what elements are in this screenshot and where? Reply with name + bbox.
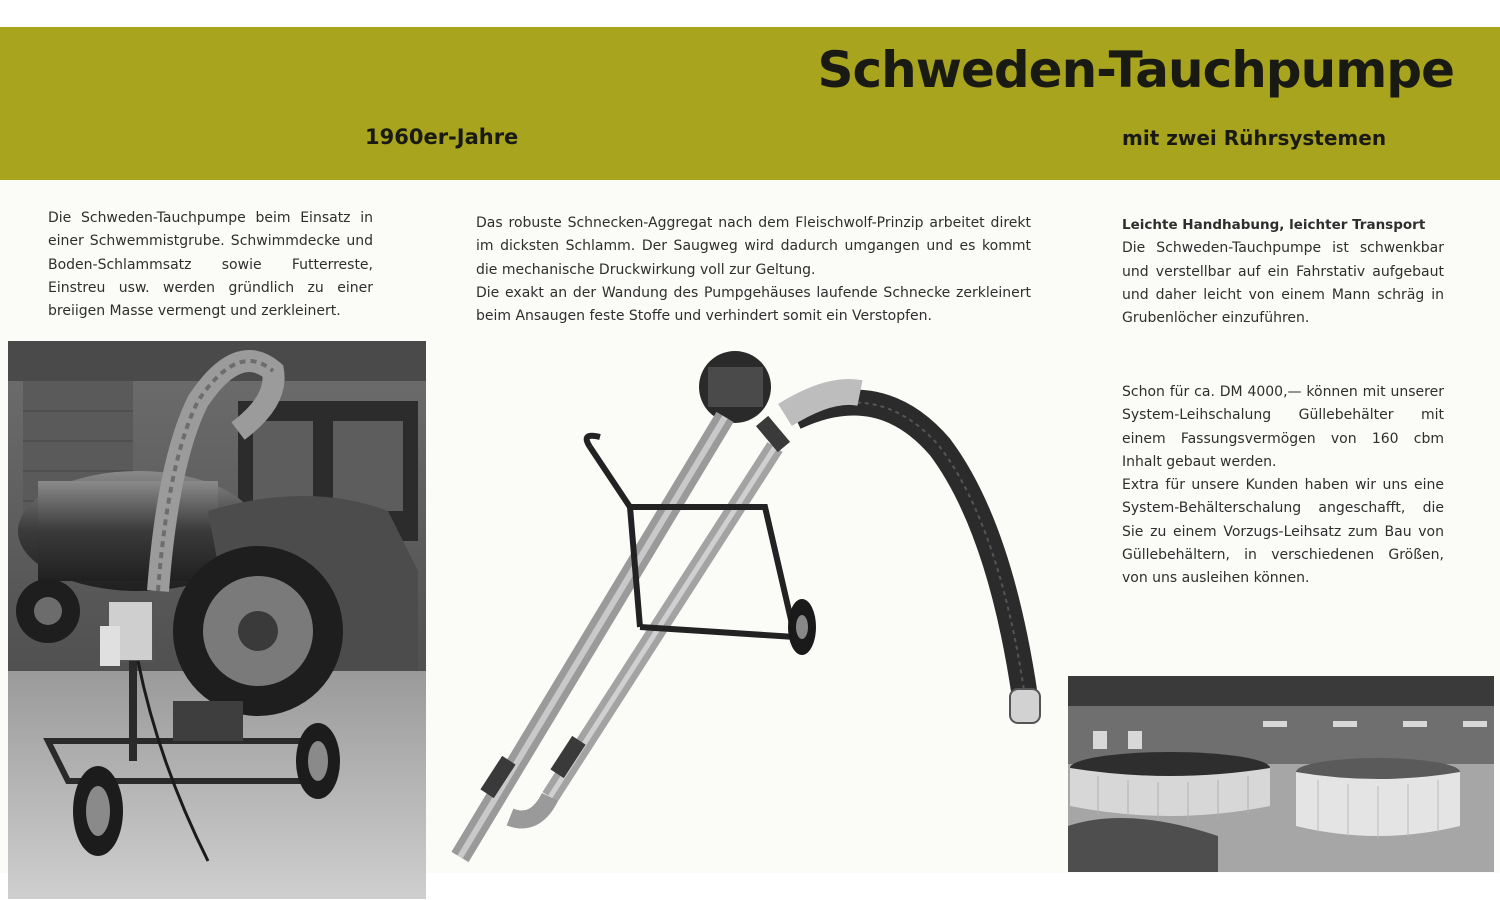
handling-heading: Leichte Handhabung, leichter Transport [1122, 217, 1426, 233]
offer-text-1: Schon für ca. DM 4000,— können mit unserer System-Leihschalung Güllebehälter mit einem Fassungsvermögen von 160 cbm Inhalt gebaut werden. [1122, 384, 1444, 470]
header-banner [0, 27, 1500, 180]
caption-pump-paragraph-2: Die exakt an der Wandung des Pumpgehäuses laufende Schnecke zerkleinert beim Ansaugen feste Stoffe und verhindert somit ein Verstopfen. [476, 284, 1031, 325]
caption-tractor-text: Die Schweden-Tauchpumpe beim Einsatz in einer Schwemmistgrube. Schwimmdecke und Boden-Schlammsatz sowie Futterreste, Einstreu usw. werden gründlich zu einer breiigen Masse vermengt und zerkleinert. [48, 210, 373, 320]
page-subtitle: mit zwei Rührsystemen [1122, 126, 1387, 150]
era-label: 1960er-Jahre [365, 125, 519, 149]
handling-text: Die Schweden-Tauchpumpe ist schwenkbar und verstellbar auf ein Fahrstativ aufgebaut und daher leicht von einem Mann schräg in Grubenlöcher einzuführen. [1122, 240, 1444, 327]
tractor-pump-photo [8, 341, 426, 899]
caption-tractor [48, 207, 373, 323]
caption-pump-paragraph-1: Das robuste Schnecken-Aggregat nach dem Fleischwolf-Prinzip arbeitet direkt im dicksten Schlamm. Der Saugweg wird dadurch umgangen und es kommt die mechanische Druckwirkung voll zur Geltung. [476, 215, 1031, 278]
pump-aggregate-photo [440, 337, 1060, 877]
caption-pump [476, 212, 1031, 328]
page-title: Schweden-Tauchpumpe [817, 41, 1454, 99]
slurry-tanks-photo [1068, 676, 1494, 872]
offer-text-2: Extra für unsere Kunden haben wir uns eine System-Behälterschalung angeschafft, die Sie zu einem Vorzugs-Leihsatz zum Bau von Güllebehältern, in verschiedenen Größen, von uns ausleihen können. [1122, 477, 1444, 587]
handling-section [1122, 214, 1444, 330]
offer-section [1122, 381, 1444, 591]
brochure-page [0, 27, 1500, 873]
